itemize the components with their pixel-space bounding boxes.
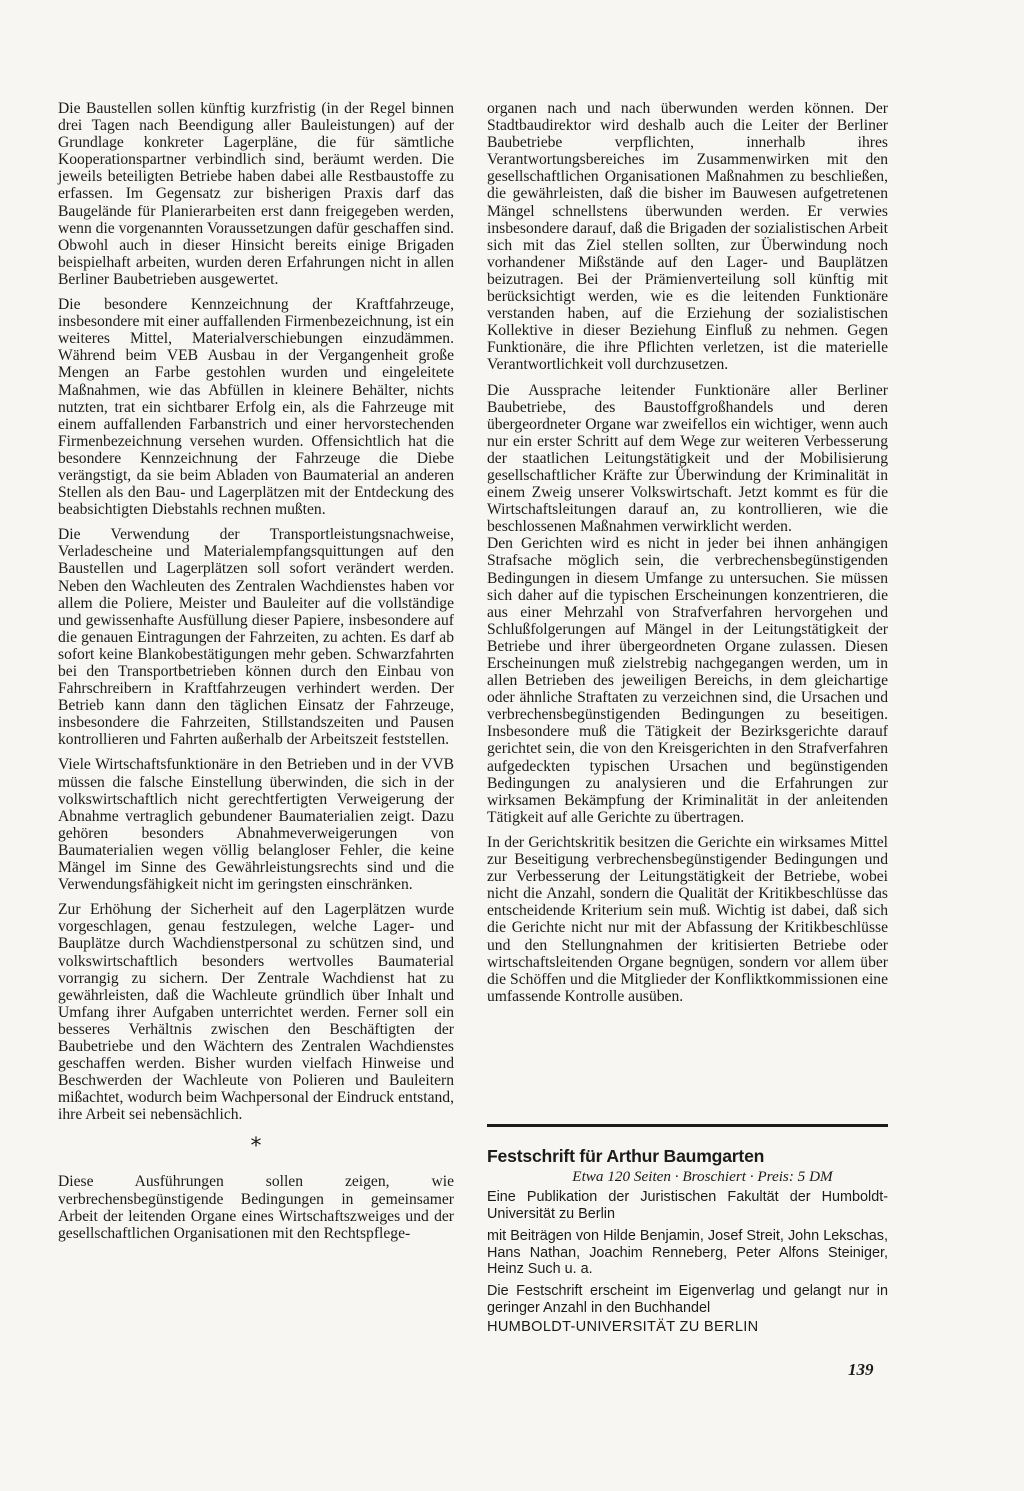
paragraph: Zur Erhöhung der Sicherheit auf den Lagerplätzen wurde vorgeschlagen, genau festzulegen, welche Lager- und Bauplätze durch Wachdienstpersonal zu schützen sind, und volkswirtschaftlich besonders wertvolles Baumaterial vorrangig zu sichern. Der Zentrale Wachdienst hat zu gewährleisten, daß die Wachleute gründlich über Inhalt und Umfang ihrer Aufgaben unterrichtet werden. Ferner soll ein besseres Verhältnis zwischen den Beschäftigten der Baubetriebe und den Wächtern des Zentralen Wachdienstes geschaffen werden. Bisher wurden vielfach Hinweise und Beschwerden der Wachleute von Polieren und Bauleitern mißachtet, wodurch beim Wachpersonal der Eindruck entstand, ihre Arbeit sei nebensächlich. xyxy=(58,901,454,1124)
section-separator: * xyxy=(250,1134,262,1160)
paragraph: organen nach und nach überwunden werden können. Der Stadtbaudirektor wird deshalb auch die Leiter der Berliner Baubetriebe verpflichten, innerhalb ihres Verantwortungsbereiches im Zusammenwirken mit den gesellschaftlichen Organisationen Maßnahmen zu beschließen, die gewährleisten, daß die bisher im Bauwesen aufgetretenen Mängel schnellstens überwunden werden. Er verwies insbesondere darauf, daß die Brigaden der sozialistischen Arbeit sich mit das Ziel stellen sollten, zur Überwindung noch vorhandener Mißstände auf den Lager- und Bauplätzen beizutragen. Bei der Prämienverteilung soll künftig mit berücksichtigt werden, wie es die leitenden Funktionäre verstanden haben, auf die Erziehung der sozialistischen Kollektive in dieser Beziehung Einfluß zu nehmen. Gegen Funktionäre, die ihre Pflichten verletzen, ist die materielle Verantwortlichkeit voll durchzusetzen. xyxy=(487,100,888,374)
paragraph: Die Aussprache leitender Funktionäre aller Berliner Baubetriebe, des Baustoffgroßhandels und deren übergeordneter Organe war zweifellos ein wichtiger, wenn auch nur ein erster Schritt auf dem Wege zur weiteren Verbesserung der staatlichen Leitungstätigkeit und der Mobilisierung gesellschaftlicher Kräfte zur Überwindung der Kriminalität in einem Zweig unserer Volkswirtschaft. Jetzt kommt es für die Wirtschaftsleitungen darauf an, zu kontrollieren, wie die beschlossenen Maßnahmen verwirklicht werden. xyxy=(487,381,888,536)
paragraph: Die Baustellen sollen künftig kurzfristig (in der Regel binnen drei Tagen nach Beendigung aller Bauleistungen) auf der Grundlage konkreter Lagerpläne, die für sämtliche Kooperationspartner verbindlich sind, beräumt werden. Die jeweils beteiligten Betriebe haben dabei alle Restbaustoffe zu erfassen. Im Gegensatz zur bisherigen Praxis darf das Baugelände für Planierarbeiten erst dann freigegeben werden, wenn die vorgenannten Voraussetzungen dafür geschaffen sind. Obwohl auch in dieser Hinsicht bereits einige Brigaden beispielhaft arbeiten, wurden deren Erfahrungen nicht in allen Berliner Baubetrieben ausgewertet. xyxy=(58,100,454,288)
advertisement-note: Die Festschrift erscheint im Eigenverlag und gelangt nur in geringer Anzahl in den Buchhandel xyxy=(487,1283,888,1316)
paragraph: Die Verwendung der Transportleistungsnachweise, Verladescheine und Materialempfangsquittungen auf den Baustellen und Lagerplätzen soll sofort verändert werden. Neben den Wachleuten des Zentralen Wachdienstes haben vor allem die Poliere, Meister und Bauleiter auf die vollständige und gewissenhafte Ausfüllung dieser Papiere, insbesondere auf die genauen Eintragungen der Fahrzeiten, zu achten. Es darf ab sofort keine Blankobestätigungen mehr geben. Schwarzfahrten bei den Transportbetrieben können durch den Einbau von Fahrschreibern in Kraftfahrzeugen verhindert werden. Der Betrieb kann dann den täglichen Einsatz der Fahrzeuge, insbesondere die Fahrzeiten, Stillstandszeiten und Pausen kontrollieren und Fahrten außerhalb der Arbeitszeit feststellen. xyxy=(58,526,454,749)
paragraph: Die besondere Kennzeichnung der Kraftfahrzeuge, insbesondere mit einer auffallenden Firmenbezeichnung, ist ein weiteres Mittel, Materialverschiebungen einzudämmen. Während beim VEB Ausbau in der Vergangenheit große Mengen an Farbe gestohlen wurden und eingeleitete Maßnahmen, wie das Abfüllen in kleinere Behälter, nichts nutzten, trat ein sichtbarer Erfolg ein, als die Fahrzeuge mit einem auffallenden Farbanstrich und einer hervorstechenden Firmenbezeichnung versehen wurden. Offensichtlich hat die besondere Kennzeichnung der Fahrzeuge die Diebe verängstigt, da sie beim Abladen von Baumaterial an anderen Stellen als den Bau- und Lagerplätzen mit der Entdeckung des beabsichtigten Diebstahls rechnen mußten. xyxy=(58,296,454,519)
page-number: 139 xyxy=(848,1360,874,1379)
advertisement-publication: Eine Publikation der Juristischen Fakultät der Humboldt-Universität zu Berlin xyxy=(487,1189,888,1222)
advertisement-publisher: HUMBOLDT-UNIVERSITÄT ZU BERLIN xyxy=(487,1319,759,1336)
advertisement xyxy=(487,1146,888,1336)
paragraph: Diese Ausführungen sollen zeigen, wie verbrechensbegünstigende Bedingungen in gemeinsamer Arbeit der leitenden Organe eines Wirtschaftszweiges und der gesellschaftlichen Organisationen mit den Rechtspflege- xyxy=(58,1173,454,1242)
advertisement-subtitle: Etwa 120 Seiten · Broschiert · Preis: 5 DM xyxy=(572,1168,833,1185)
right-column xyxy=(487,100,888,1013)
paragraph: In der Gerichtskritik besitzen die Gerichte ein wirksames Mittel zur Beseitigung verbrechensbegünstigender Bedingungen und zur Verbesserung der Leitungstätigkeit der Betriebe, wobei nicht die Anzahl, sondern die Qualität der Kritikbeschlüsse das entscheidende Kriterium sein muß. Wichtig ist dabei, daß sich die Gerichte nicht nur mit der Abfassung der Kritikbeschlüsse und den Stellungnahmen der kritisierten Betriebe oder wirtschaftsleitenden Organe begnügen, sondern vor allem über die Schöffen und die Mitglieder der Konfliktkommissionen eine umfassende Kontrolle ausüben. xyxy=(487,833,888,1005)
advertisement-divider xyxy=(487,1124,888,1127)
advertisement-title: Festschrift für Arthur Baumgarten xyxy=(487,1146,765,1166)
advertisement-contributors: mit Beiträgen von Hilde Benjamin, Josef Streit, John Lekschas, Hans Nathan, Joachim Renneberg, Peter Alfons Steiniger, Heinz Such u. a. xyxy=(487,1228,888,1278)
left-column xyxy=(58,100,454,1250)
paragraph: Viele Wirtschaftsfunktionäre in den Betrieben und in der VVB müssen die falsche Einstellung überwinden, die sich in der volkswirtschaftlich nicht gerechtfertigten Verweigerung der Abnahme vertraglich gebundener Baumaterialien zeigt. Dazu gehören besonders Abnahmeverweigerungen von Baumaterialien wegen völlig belangloser Fehler, die keine Mängel im Sinne des Gewährleistungsrechts sind und die Verwendungsfähigkeit nicht im geringsten einschränken. xyxy=(58,756,454,894)
paragraph: Den Gerichten wird es nicht in jeder bei ihnen anhängigen Strafsache möglich sein, die verbrechensbegünstigenden Bedingungen in diesem Umfange zu untersuchen. Sie müssen sich daher auf die typischen Erscheinungen konzentrieren, die aus einer Mehrzahl von Strafverfahren hervorgehen und Schlußfolgerungen auf Mängel in der Leitungstätigkeit der Betriebe und ihrer übergeordneten Organe zulassen. Diesen Erscheinungen muß zielstrebig nachgegangen werden, um in allen Betrieben des jeweiligen Bereichs, in dem gleichartige oder ähnliche Straftaten zu verzeichnen sind, die Ursachen und verbrechensbegünstigenden Bedingungen zu beseitigen. Insbesondere muß die Tätigkeit der Bezirksgerichte darauf gerichtet sein, die von den Kreisgerichten in den Strafverfahren aufgedeckten typischen Ursachen und begünstigenden Bedingungen zu analysieren und die Erfahrungen zur wirksamen Bekämpfung der Kriminalität in der anleitenden Tätigkeit auf alle Gerichte zu übertragen. xyxy=(487,535,888,826)
